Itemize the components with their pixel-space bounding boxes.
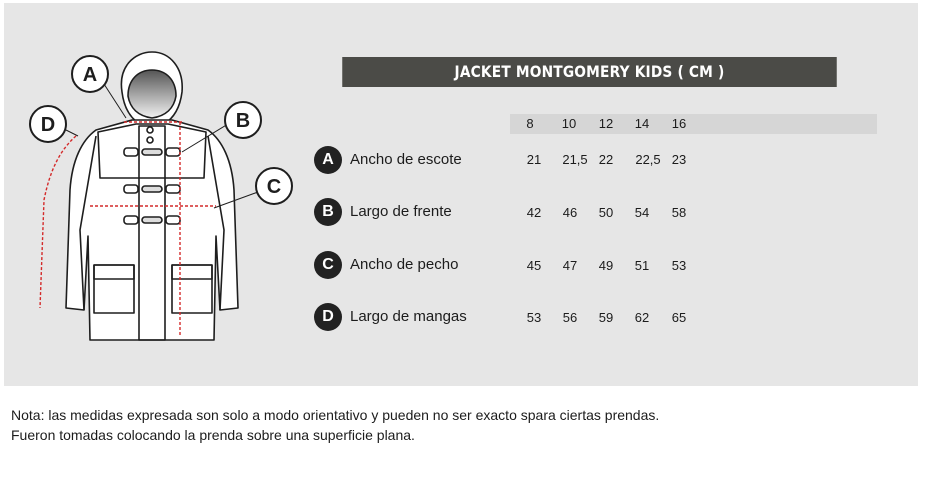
row-b-value: 46: [562, 205, 578, 220]
row-b-value: 58: [671, 205, 687, 220]
row-c-value: 47: [562, 258, 578, 273]
row-d-value: 53: [526, 310, 542, 325]
callout-d-letter: D: [40, 114, 56, 136]
callout-b: [225, 102, 261, 138]
size-header-12: 12: [598, 116, 614, 131]
row-a-value: 21: [526, 152, 542, 167]
row-c-label: Ancho de pecho: [350, 256, 459, 273]
row-b-badge: B: [314, 198, 342, 226]
row-a-value: 21,5: [562, 152, 588, 167]
row-b-value: 54: [634, 205, 650, 220]
row-b-value: 50: [598, 205, 614, 220]
row-c-value: 45: [526, 258, 542, 273]
row-d-value: 62: [634, 310, 650, 325]
row-c-value: 53: [671, 258, 687, 273]
row-d-value: 65: [671, 310, 687, 325]
size-header-14: 14: [634, 116, 650, 131]
row-d-value: 59: [598, 310, 614, 325]
note-line-2: Fueron tomadas colocando la prenda sobre una superficie plana.: [11, 427, 415, 443]
row-d-value: 56: [562, 310, 578, 325]
size-header-8: 8: [526, 116, 534, 131]
jacket-diagram: [0, 0, 300, 383]
row-a-value: 23: [671, 152, 687, 167]
row-c-value: 51: [634, 258, 650, 273]
row-d-label: Largo de mangas: [350, 308, 467, 325]
callout-a-letter: A: [82, 64, 98, 86]
note-line-1: Nota: las medidas expresada son solo a modo orientativo y pueden no ser exacto spara ciertas prendas.: [11, 407, 660, 423]
row-b-label: Largo de frente: [350, 203, 452, 220]
row-a-badge: A: [314, 146, 342, 174]
row-a-value: 22,5: [635, 152, 661, 167]
callout-d: [30, 106, 66, 142]
callout-b-letter: B: [235, 110, 251, 132]
callout-c: [256, 168, 292, 204]
size-header-16: 16: [671, 116, 687, 131]
chart-title: JACKET MONTGOMERY KIDS ( CM ): [342, 57, 837, 87]
size-header-10: 10: [561, 116, 577, 131]
row-c-badge: C: [314, 251, 342, 279]
pocket-right: [172, 265, 212, 313]
callout-c-letter: C: [266, 176, 282, 198]
row-c-value: 49: [598, 258, 614, 273]
row-a-value: 22: [598, 152, 614, 167]
row-b-value: 42: [526, 205, 542, 220]
pocket-left: [94, 265, 134, 313]
row-d-badge: D: [314, 303, 342, 331]
row-a-label: Ancho de escote: [350, 151, 462, 168]
callout-a: [72, 56, 108, 92]
